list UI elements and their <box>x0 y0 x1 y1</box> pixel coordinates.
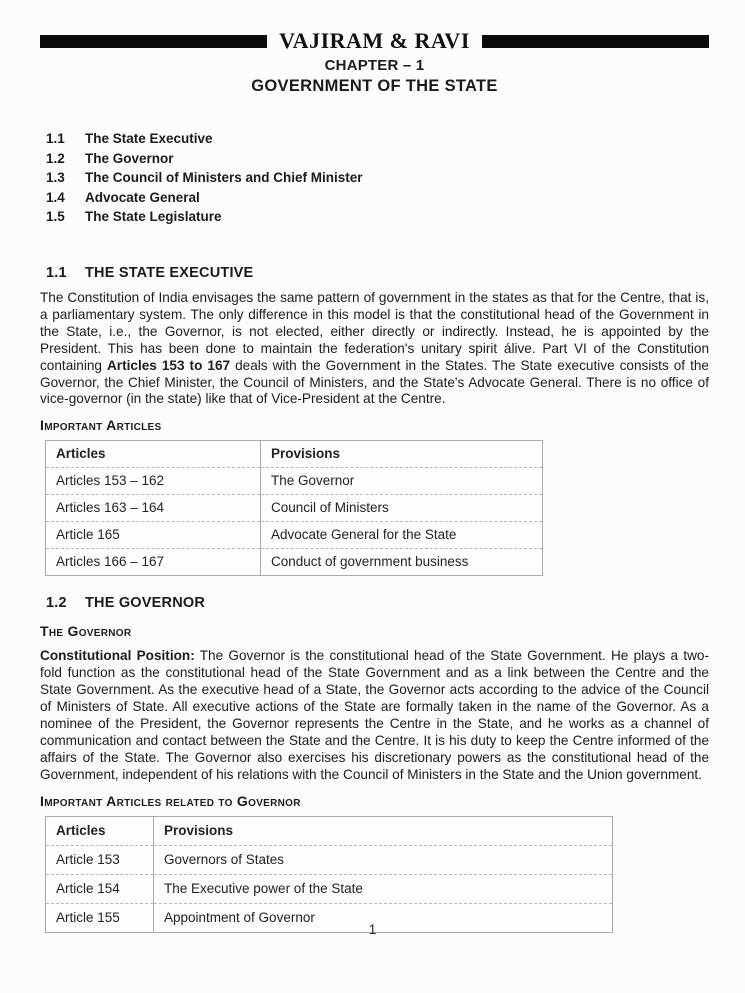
toc-item <box>40 188 709 208</box>
table-cell: Appointment of Governor <box>154 903 613 932</box>
table-cell: Governors of States <box>154 845 613 874</box>
subheading-the-governor: The Governor <box>40 623 132 640</box>
toc-item <box>40 129 709 149</box>
toc-item <box>40 168 709 188</box>
toc-item <box>40 207 709 227</box>
table-cell: Conduct of government business <box>261 549 543 576</box>
table-row <box>46 874 613 903</box>
table-header-cell: Provisions <box>261 441 543 468</box>
paragraph-text: The Governor is the constitutional head of the State Government. He plays a two-fold function as the constitutional head of the State Government and as a link between the Centre and the State Government. As the executive head of a State, the Governor acts according to the advice of the Council of Ministers of State. All executive actions of the State are formally taken in the name of the Governor. As a nominee of the President, the Governor represents the Centre in the State, and he works as a channel of communication and contact between the State and the Centre. It is his duty to keep the Centre informed of the affairs of the State. The Governor also exercises his discretionary powers as the constitutional head of the Government, independent of his relations with the Council of Ministers in the State and the Union government. <box>40 648 710 782</box>
brand-title: VAJIRAM & RAVI <box>279 28 470 53</box>
toc-item-label: The Council of Ministers and Chief Minister <box>85 170 363 186</box>
toc-item-number: 1.1 <box>46 131 65 146</box>
governor-articles-table <box>45 816 613 933</box>
table-cell: The Executive power of the State <box>154 874 613 903</box>
section-heading-1-1 <box>40 265 709 281</box>
toc-item <box>40 149 709 169</box>
table-row <box>46 468 543 495</box>
table-row <box>46 495 543 522</box>
table-header-row <box>46 441 543 468</box>
table-header-row <box>46 816 613 845</box>
table-header-cell: Articles <box>46 816 154 845</box>
section-number: 1.1 <box>46 264 67 281</box>
important-articles-table <box>45 440 543 576</box>
table-cell: Article 154 <box>46 874 154 903</box>
section-title: THE GOVERNOR <box>85 595 206 612</box>
table-cell: Articles 163 – 164 <box>46 495 261 522</box>
table-cell: Article 153 <box>46 845 154 874</box>
paragraph-bold-articles: Articles 153 to 167 <box>106 357 231 373</box>
section-number: 1.2 <box>46 595 67 612</box>
section-1-2-paragraph <box>40 648 709 783</box>
toc-item-number: 1.5 <box>46 209 65 225</box>
paragraph-text: The Constitution of India envisages the same pattern of government in the states as that for the Centre, that is, a parliamentary system. The only difference in this model is that the constitutional head of the Government in the State, i.e., the Governor, is not elected, either directly or indirectly. Instead, he is appointed by the President. This has been done to maintain the federation's unitary spirit álive. Part VI of the Constitution containing <box>40 289 709 373</box>
paragraph-bold-lead: Constitutional Position: <box>40 648 195 664</box>
table-cell: Articles 166 – 167 <box>46 549 261 576</box>
brand-bar-left <box>40 35 267 48</box>
section-1-1-paragraph <box>40 290 709 408</box>
table-cell: Article 165 <box>46 522 261 549</box>
table-caption-important-articles: Important Articles <box>40 417 162 434</box>
chapter-heading: CHAPTER – 1 <box>324 57 425 74</box>
toc-item-label: The State Executive <box>85 131 213 146</box>
paragraph-text: deals with the Government in the States. The State executive consists of the Governor, the Chief Minister, the Council of Ministers, and the State's Advocate General. There is no office of vice-governor (in the state) like that of Vice-President at the Centre. <box>40 357 709 407</box>
table-row <box>46 845 613 874</box>
toc-item-number: 1.2 <box>46 150 65 166</box>
table-of-contents <box>40 129 709 227</box>
table-cell: Articles 153 – 162 <box>46 468 261 495</box>
table-caption-articles-governor: Important Articles related to Governor <box>40 792 301 809</box>
brand-header <box>40 28 709 54</box>
table-cell: The Governor <box>261 468 543 495</box>
toc-item-label: Advocate General <box>85 189 200 205</box>
table-row <box>46 522 543 549</box>
table-cell: Article 155 <box>46 903 154 932</box>
section-heading-1-2 <box>40 595 709 611</box>
table-cell: Advocate General for the State <box>261 522 543 549</box>
page-title: GOVERNMENT OF THE STATE <box>251 77 498 95</box>
table-header-cell: Articles <box>46 441 261 468</box>
brand-bar-right <box>482 35 709 48</box>
table-header-cell: Provisions <box>154 816 613 845</box>
section-title: THE STATE EXECUTIVE <box>85 264 254 281</box>
table-cell: Council of Ministers <box>261 495 543 522</box>
toc-item-label: The Governor <box>85 150 174 166</box>
page-number: 1 <box>368 922 377 937</box>
toc-item-label: The State Legislature <box>85 209 222 225</box>
table-row <box>46 549 543 576</box>
toc-item-number: 1.3 <box>46 170 65 186</box>
toc-item-number: 1.4 <box>46 189 65 205</box>
